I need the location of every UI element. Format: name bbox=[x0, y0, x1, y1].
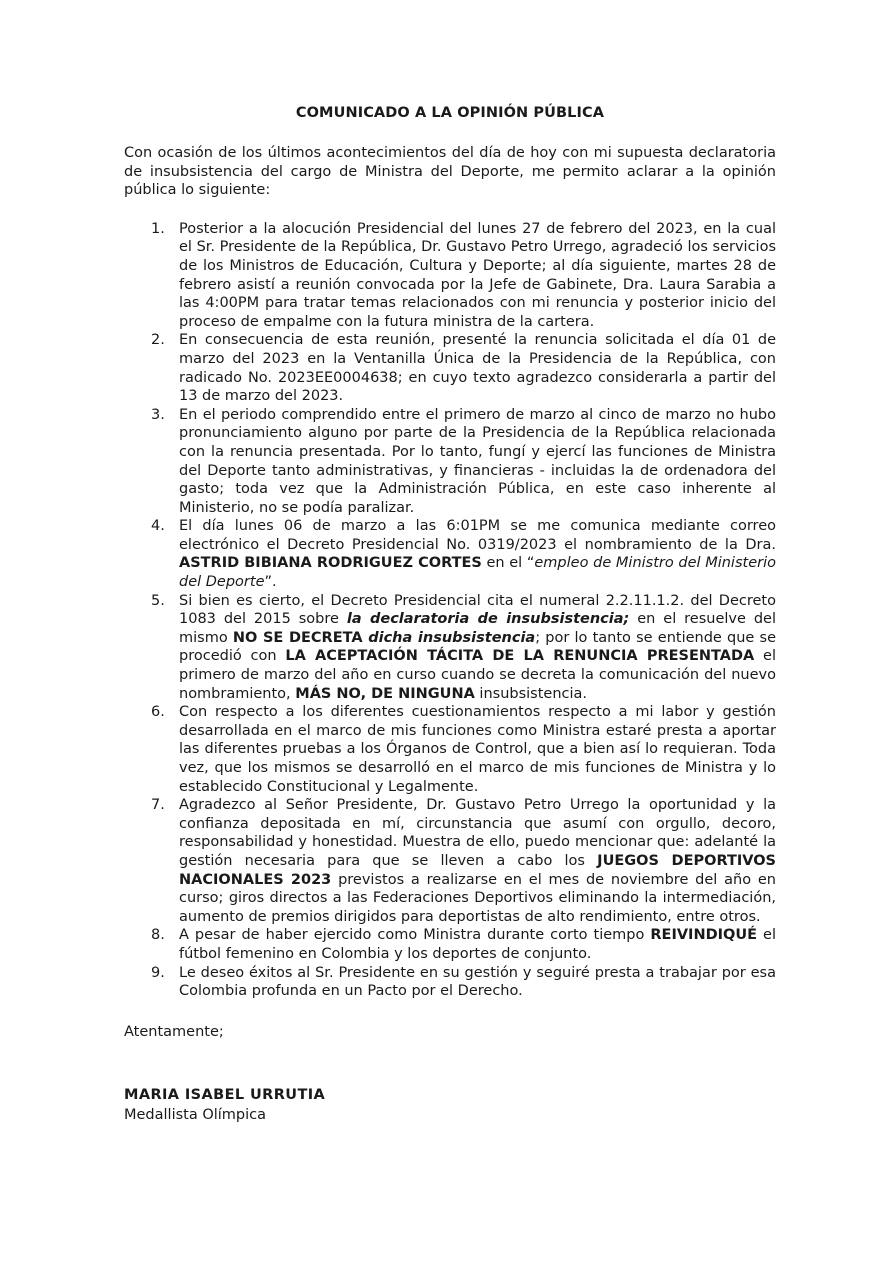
item-text: Con respecto a los diferentes cuestionamientos respecto a mi labor y gestión desarrollada en el marco de mis funciones como Ministra estaré presta a aportar las diferentes pruebas a los Órganos de Control, que a bien así lo requieran. Toda vez, que los mismos se desarrolló en el marco de mis funciones de Ministra y lo establecido Constitucional y Legalmente. bbox=[179, 704, 776, 795]
item-text: En consecuencia de esta reunión, presenté la renuncia solicitada el día 01 de marzo del 2023 en la Ventanilla Única de la Presidencia de la República, con radicado No. 2023EE0004638; en cuyo texto agradezco considerarla a partir del 13 de marzo del 2023. bbox=[179, 332, 776, 405]
item-text: previstos a realizarse en el mes de noviembre del año en curso; giros directos a las Federaciones Deportivos eliminando la intermediación, aumento de premios dirigidos para deportistas de alto rendimiento, entre otros. bbox=[179, 871, 776, 925]
item-number: 3. bbox=[151, 406, 165, 423]
event-name: JUEGOS DEPORTIVOS NACIONALES 2023 bbox=[179, 852, 776, 888]
item-number: 9. bbox=[151, 964, 165, 981]
item-text: ; por lo tanto se entiende que se procedió con bbox=[179, 629, 776, 665]
item-number: 4. bbox=[151, 518, 165, 535]
list-item-4 bbox=[124, 517, 776, 591]
list-item-3 bbox=[124, 406, 776, 518]
item-text: Le deseo éxitos al Sr. Presidente en su gestión y seguiré presta a trabajar por esa Colombia profunda en un Pacto por el Derecho. bbox=[179, 964, 776, 1000]
item-number: 6. bbox=[151, 704, 165, 721]
emphasis-text: la declaratoria de insubsistencia; bbox=[346, 611, 630, 628]
item-text: ”. bbox=[264, 574, 277, 591]
emphasis-text: REIVINDIQUÉ bbox=[650, 927, 758, 944]
item-text: El día lunes 06 de marzo a las 6:01PM se me comunica mediante correo electrónico el Decreto Presidencial No. 0319/2023 el nombramiento de la Dra. bbox=[179, 518, 776, 553]
item-number: 1. bbox=[151, 220, 165, 237]
signature-title: Medallista Olímpica bbox=[124, 1107, 267, 1124]
item-text: Agradezco al Señor Presidente, Dr. Gustavo Petro Urrego la oportunidad y la confianza depositada en mí, circunstancia que asumí con orgullo, decoro, responsabilidad y honestidad. Muestra de ello, puedo mencionar que: adelanté la gestión necesaria para que se lleven a cabo los bbox=[179, 797, 776, 869]
item-text: insubsistencia. bbox=[474, 685, 588, 702]
list-item-9 bbox=[124, 964, 776, 1001]
item-number: 2. bbox=[151, 332, 165, 349]
closing-line: Atentamente; bbox=[124, 1023, 224, 1040]
item-text: En el periodo comprendido entre el primero de marzo al cinco de marzo no hubo pronunciamiento alguno por parte de la Presidencia de la República relacionada con la renuncia presentada. Por lo tanto, fungí y ejercí las funciones de Ministra del Deporte tanto administrativas, y financieras - incluidas la de ordenadora del gasto; toda vez que la Administración Pública, en este caso inherente al Ministerio, no se podía paralizar. bbox=[179, 406, 776, 516]
item-text: en el “ bbox=[481, 555, 535, 572]
document-title: COMUNICADO A LA OPINIÓN PÚBLICA bbox=[295, 105, 605, 121]
emphasis-text: LA ACEPTACIÓN TÁCITA DE LA RENUNCIA PRESENTADA bbox=[285, 648, 755, 665]
emphasis-text: NO SE DECRETA bbox=[232, 629, 363, 646]
signature-name: MARIA ISABEL URRUTIA bbox=[124, 1087, 326, 1104]
numbered-list bbox=[124, 220, 776, 1001]
item-number: 8. bbox=[151, 927, 165, 944]
position-title: empleo de Ministro del Ministerio del Deporte bbox=[179, 555, 776, 591]
item-number: 5. bbox=[151, 592, 165, 609]
intro-paragraph: Con ocasión de los últimos acontecimientos del día de hoy con mi supuesta declaratoria de insubsistencia del cargo de Ministra del Deporte, me permito aclarar a la opinión pública lo siguiente: bbox=[124, 145, 776, 199]
list-item-7 bbox=[124, 796, 776, 926]
list-item-5 bbox=[124, 592, 776, 704]
list-item-2 bbox=[124, 331, 776, 405]
list-item-1 bbox=[124, 220, 776, 332]
signature-block bbox=[124, 1085, 776, 1125]
item-text: Posterior a la alocución Presidencial del lunes 27 de febrero del 2023, en la cual el Sr. Presidente de la República, Dr. Gustavo Petro Urrego, agradeció los servicios de los Ministros de Educación, Cultura y Deporte; al día siguiente, martes 28 de febrero asistí a reunión convocada por la Jefe de Gabinete, Dra. Laura Sarabia a las 4:00PM para tratar temas relacionados con mi renuncia y posterior inicio del proceso de empalme con la futura ministra de la cartera. bbox=[179, 220, 776, 330]
list-item-8 bbox=[124, 926, 776, 963]
list-item-6 bbox=[124, 703, 776, 796]
item-text: el primero de marzo del año en curso cuando se decreta la comunicación del nuevo nombramiento, bbox=[179, 648, 777, 702]
appointee-name: ASTRID BIBIANA RODRIGUEZ CORTES bbox=[179, 555, 482, 572]
emphasis-text: MÁS NO, DE NINGUNA bbox=[295, 685, 475, 702]
emphasis-text: dicha insubsistencia bbox=[362, 629, 536, 646]
item-text: A pesar de haber ejercido como Ministra durante corto tiempo bbox=[179, 927, 651, 944]
item-number: 7. bbox=[151, 797, 165, 814]
item-text: en el resuelve del mismo bbox=[179, 611, 776, 646]
item-text: el fútbol femenino en Colombia y los deportes de conjunto. bbox=[179, 927, 776, 962]
item-text: Si bien es cierto, el Decreto Presidencial cita el numeral 2.2.11.1.2. del Decreto 1083 del 2015 sobre bbox=[179, 592, 776, 628]
